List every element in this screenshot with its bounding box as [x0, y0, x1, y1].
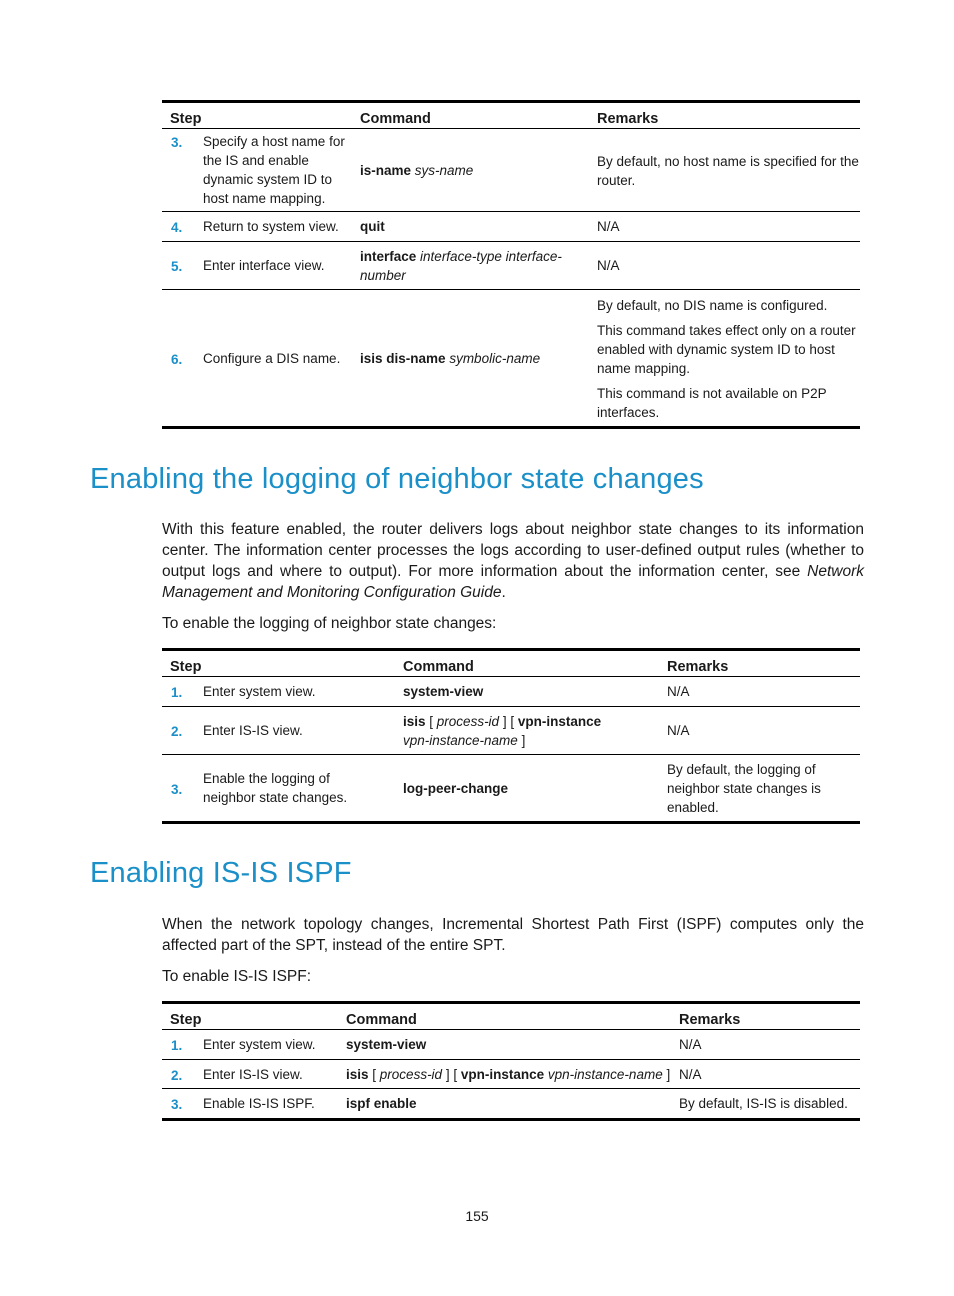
step-description: Enable IS-IS ISPF. [203, 1096, 315, 1111]
step-description: Enter IS-IS view. [203, 723, 303, 738]
command-keyword: log-peer-change [403, 780, 509, 796]
config-table-dis-name [162, 100, 860, 429]
command-keyword: vpn-instance [517, 713, 602, 729]
table-row [162, 1030, 860, 1060]
step-description: Enter system view. [203, 684, 316, 699]
command-keyword: system-view [346, 1037, 427, 1052]
step-remarks: N/A [667, 723, 690, 738]
step-number: 6. [171, 351, 183, 367]
step-remarks: By default, the logging of neighbor state changes is enabled. [667, 761, 821, 815]
step-description: Enter system view. [203, 1037, 316, 1052]
table-intro: To enable the logging of neighbor state changes: [162, 615, 497, 632]
step-command [338, 1060, 671, 1089]
table-row [162, 1089, 860, 1120]
step-command [338, 1089, 671, 1120]
header-command: Command [403, 659, 474, 675]
command-keyword: vpn-instance [460, 1066, 545, 1082]
step-description: Enable the logging of neighbor state changes. [203, 771, 348, 805]
command-keyword: quit [360, 219, 385, 234]
table-row [162, 290, 860, 428]
remark-line: By default, no host name is specified for the router. [597, 153, 859, 188]
step-remarks: N/A [679, 1066, 702, 1082]
step-remarks: By default, IS-IS is disabled. [679, 1096, 848, 1111]
command-keyword: isis [403, 713, 426, 729]
page-number: 155 [465, 1208, 489, 1224]
step-remarks [589, 129, 860, 212]
step-command [352, 290, 589, 428]
table-row [162, 677, 860, 707]
table-header-row [162, 102, 860, 129]
header-command: Command [360, 111, 431, 127]
table-row [162, 755, 860, 823]
command-keyword: is-name [360, 162, 412, 178]
table-row [162, 707, 860, 755]
command-bracket: [ [425, 713, 437, 729]
step-description: Configure a DIS name. [203, 350, 341, 366]
command-keyword: interface [360, 248, 417, 264]
step-remarks: N/A [679, 1037, 702, 1052]
header-remarks: Remarks [679, 1012, 741, 1028]
table-row [162, 242, 860, 290]
header-remarks: Remarks [597, 111, 659, 127]
step-description: Specify a host name for the IS and enable dynamic system ID to host name mapping. [203, 134, 345, 206]
command-keyword: system-view [403, 684, 484, 699]
command-argument: process-id [436, 713, 500, 729]
step-command [395, 707, 659, 755]
step-remarks: N/A [667, 684, 690, 699]
header-step: Step [170, 1012, 202, 1028]
command-keyword: ispf enable [346, 1096, 417, 1111]
section-paragraph: When the network topology changes, Incremental Shortest Path First (ISPF) computes only the affected part of the SPT, instead of the entire SPT. [162, 916, 864, 954]
step-number: 3. [171, 1097, 183, 1112]
step-command [338, 1030, 671, 1060]
step-number: 1. [171, 685, 183, 700]
header-step: Step [170, 111, 202, 127]
step-command [352, 242, 589, 290]
step-command [352, 129, 589, 212]
command-bracket: ] [517, 732, 526, 748]
command-keyword: isis [346, 1066, 369, 1082]
step-remarks [589, 290, 860, 428]
step-number: 2. [171, 1067, 183, 1083]
header-command: Command [346, 1012, 417, 1028]
header-step: Step [170, 659, 202, 675]
step-number: 3. [171, 135, 183, 150]
step-number: 5. [171, 259, 183, 274]
step-description: Return to system view. [203, 219, 339, 234]
step-command [395, 755, 659, 823]
section-paragraph [162, 519, 864, 603]
guide-reference: Network Management and Monitoring Configuration Guide [162, 563, 864, 601]
command-argument: process-id [379, 1066, 443, 1082]
step-command [395, 677, 659, 707]
table-row [162, 1060, 860, 1089]
section-heading-ispf: Enabling IS-IS ISPF [90, 857, 352, 889]
step-number: 3. [171, 781, 183, 797]
table-header-row [162, 650, 860, 677]
step-number: 4. [171, 220, 183, 235]
remark-line: This command is not available on P2P interfaces. [597, 385, 827, 420]
command-bracket: ] [662, 1066, 671, 1082]
command-bracket: ] [ [499, 713, 518, 729]
step-number: 2. [171, 724, 183, 739]
step-command [352, 212, 589, 242]
step-remarks: N/A [597, 219, 620, 234]
command-keyword: isis dis-name [360, 350, 446, 366]
table-header-row [162, 1003, 860, 1030]
command-argument: interface-type interface-number [360, 248, 562, 283]
config-table-log-peer-change [162, 648, 860, 824]
step-remarks: N/A [597, 258, 620, 273]
command-argument: sys-name [414, 162, 474, 178]
command-argument: symbolic-name [449, 350, 541, 366]
config-table-ispf [162, 1001, 860, 1121]
section-heading-logging: Enabling the logging of neighbor state changes [90, 463, 704, 495]
command-argument: vpn-instance-name [547, 1066, 663, 1082]
step-description: Enter interface view. [203, 258, 325, 273]
paragraph-text: With this feature enabled, the router delivers logs about neighbor state changes to its information center. The information center processes the logs according to user-defined output rules (whether to output logs and where to output). For more information about the information center, see [162, 521, 864, 580]
remark-line: By default, no DIS name is configured. [597, 297, 828, 313]
command-argument: vpn-instance-name [403, 732, 518, 748]
paragraph-text-end: . [501, 584, 506, 601]
step-description: Enter IS-IS view. [203, 1066, 303, 1082]
table-row [162, 129, 860, 212]
header-remarks: Remarks [667, 659, 729, 675]
remark-line: This command takes effect only on a router enabled with dynamic system ID to host name mapping. [597, 322, 856, 376]
table-intro: To enable IS-IS ISPF: [162, 968, 312, 985]
table-row [162, 212, 860, 242]
command-bracket: [ [368, 1066, 380, 1082]
command-bracket: ] [ [442, 1066, 461, 1082]
step-number: 1. [171, 1038, 183, 1053]
